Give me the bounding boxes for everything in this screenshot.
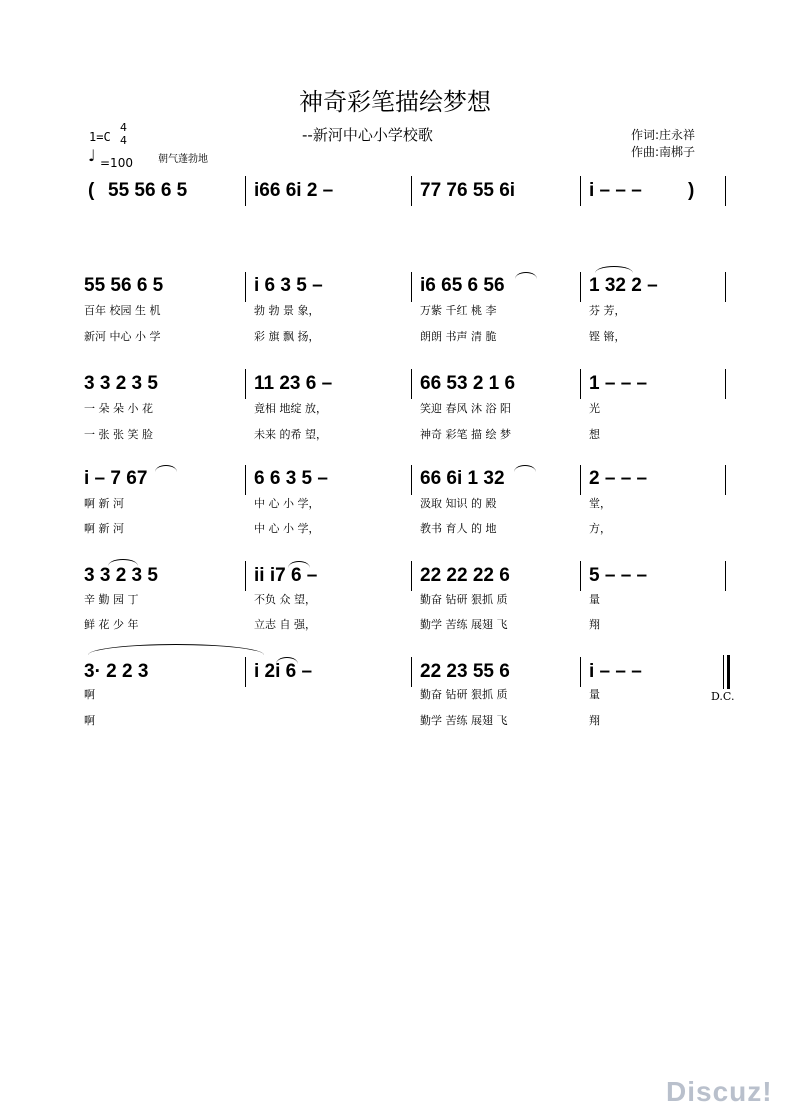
bar-line bbox=[245, 561, 246, 591]
bar-line bbox=[580, 176, 581, 206]
slur bbox=[514, 465, 536, 472]
bar-line bbox=[411, 272, 412, 302]
bar-line bbox=[411, 561, 412, 591]
lyric-verse2: 未来 的希 望， bbox=[254, 428, 327, 441]
da-capo-mark: D.C. bbox=[711, 690, 735, 703]
lyric-verse1: 啊 bbox=[84, 688, 95, 701]
slur bbox=[288, 561, 310, 568]
lyric-verse1: 万紫 千红 桃 李 bbox=[420, 304, 497, 317]
measure: i – – – bbox=[589, 661, 642, 682]
lyric-verse1: 啊 新 河 bbox=[84, 497, 124, 510]
measure: 6 6 3 5 – bbox=[254, 468, 328, 489]
intro-measure: i – – – bbox=[589, 180, 642, 201]
final-bar-line bbox=[723, 655, 724, 689]
lyric-verse1: 中 心 小 学， bbox=[254, 497, 320, 510]
lyric-verse2: 彩 旗 飘 扬， bbox=[254, 330, 320, 343]
measure: 22 23 55 6 bbox=[420, 661, 510, 682]
bar-line bbox=[580, 561, 581, 591]
lyric-verse1: 勤奋 钻研 狠抓 质 bbox=[420, 593, 508, 606]
watermark-logo: Discuz! bbox=[666, 1076, 773, 1107]
expression-mark: 朝气蓬勃地 bbox=[158, 154, 208, 165]
intro-measure: 77 76 55 6i bbox=[420, 180, 516, 201]
song-title: 神奇彩笔描绘梦想 bbox=[299, 88, 491, 116]
intro-open-paren: ( bbox=[88, 180, 95, 201]
lyric-verse2: 神奇 彩笔 描 绘 梦 bbox=[420, 428, 511, 441]
lyric-verse2: 勤学 苦练 展翅 飞 bbox=[420, 618, 508, 631]
time-signature bbox=[120, 121, 127, 147]
lyric-verse2: 啊 新 河 bbox=[84, 522, 124, 535]
slur bbox=[108, 559, 138, 566]
bar-line bbox=[580, 465, 581, 495]
lyric-verse1: 芬 芳， bbox=[589, 304, 626, 317]
lyric-verse1: 堂， bbox=[589, 497, 611, 510]
slur bbox=[515, 272, 537, 279]
measure: 55 56 6 5 bbox=[84, 275, 164, 296]
bar-line bbox=[411, 369, 412, 399]
lyric-verse2: 铿 锵， bbox=[589, 330, 626, 343]
bar-line bbox=[411, 657, 412, 687]
bar-line bbox=[725, 272, 726, 302]
lyric-verse2: 朗朗 书声 清 脆 bbox=[420, 330, 497, 343]
bar-line bbox=[725, 465, 726, 495]
intro-close-paren: ) bbox=[688, 180, 695, 201]
lyric-verse2: 方， bbox=[589, 522, 611, 535]
measure: 5 – – – bbox=[589, 565, 648, 586]
slur bbox=[276, 657, 298, 664]
bar-line bbox=[245, 465, 246, 495]
slur bbox=[595, 266, 633, 273]
measure: 66 6i 1 32 bbox=[420, 468, 505, 489]
measure: 1 – – – bbox=[589, 373, 648, 394]
lyric-verse2: 中 心 小 学， bbox=[254, 522, 320, 535]
bar-line bbox=[580, 657, 581, 687]
bar-line bbox=[245, 272, 246, 302]
key-signature: 1=C bbox=[89, 130, 111, 144]
slur bbox=[155, 465, 177, 472]
intro-measure: 55 56 6 5 bbox=[108, 180, 188, 201]
lyric-verse2: 翔 bbox=[589, 714, 600, 727]
lyric-verse1: 一 朵 朵 小 花 bbox=[84, 402, 153, 415]
bar-line bbox=[411, 465, 412, 495]
time-sig-top: 4 bbox=[120, 121, 127, 134]
bar-line bbox=[580, 369, 581, 399]
lyric-verse2: 鲜 花 少 年 bbox=[84, 618, 139, 631]
bar-line bbox=[245, 657, 246, 687]
lyric-verse2: 勤学 苦练 展翅 飞 bbox=[420, 714, 508, 727]
lyric-verse1: 量 bbox=[589, 593, 600, 606]
lyric-verse2: 立志 自 强， bbox=[254, 618, 316, 631]
bar-line bbox=[580, 272, 581, 302]
measure: 3· 2 2 3 bbox=[84, 661, 149, 682]
lyric-verse2: 想 bbox=[589, 428, 600, 441]
measure: 2 – – – bbox=[589, 468, 648, 489]
lyric-verse1: 笑迎 春风 沐 浴 阳 bbox=[420, 402, 511, 415]
lyric-verse2: 教书 育人 的 地 bbox=[420, 522, 497, 535]
song-subtitle: --新河中心小学校歌 bbox=[302, 126, 433, 144]
lyric-verse2: 啊 bbox=[84, 714, 95, 727]
lyric-verse1: 勤奋 钻研 狠抓 质 bbox=[420, 688, 508, 701]
lyric-verse1: 不负 众 望， bbox=[254, 593, 316, 606]
lyric-verse1: 光 bbox=[589, 402, 600, 415]
measure: i 2i 6 – bbox=[254, 661, 313, 682]
intro-measure: i66 6i 2 – bbox=[254, 180, 334, 201]
lyric-verse2: 一 张 张 笑 脸 bbox=[84, 428, 153, 441]
composer-credit: 作曲:南梆子 bbox=[631, 145, 696, 159]
lyric-verse1: 汲取 知识 的 殿 bbox=[420, 497, 497, 510]
bar-line bbox=[725, 561, 726, 591]
measure: i6 65 6 56 bbox=[420, 275, 505, 296]
measure: i – 7 67 bbox=[84, 468, 148, 489]
lyric-verse2: 翔 bbox=[589, 618, 600, 631]
bar-line bbox=[725, 176, 726, 206]
lyric-verse1: 勃 勃 景 象， bbox=[254, 304, 320, 317]
measure: 11 23 6 – bbox=[254, 373, 333, 394]
measure: 1 32 2 – bbox=[589, 275, 658, 296]
measure: 22 22 22 6 bbox=[420, 565, 510, 586]
slur bbox=[88, 644, 264, 655]
bar-line bbox=[245, 369, 246, 399]
measure: 66 53 2 1 6 bbox=[420, 373, 516, 394]
lyricist-credit: 作词:庄永祥 bbox=[631, 128, 696, 142]
bar-line bbox=[725, 369, 726, 399]
measure: ii i7 6 – bbox=[254, 565, 318, 586]
bar-line bbox=[245, 176, 246, 206]
lyric-verse1: 竟相 地绽 放， bbox=[254, 402, 327, 415]
final-bar-line bbox=[727, 655, 730, 689]
tempo-value: =100 bbox=[100, 156, 133, 170]
lyric-verse2: 新河 中心 小 学 bbox=[84, 330, 161, 343]
lyric-verse1: 百年 校园 生 机 bbox=[84, 304, 161, 317]
measure: 3 3 2 3 5 bbox=[84, 565, 158, 586]
quarter-note-icon: ♩ bbox=[88, 146, 96, 165]
bar-line bbox=[411, 176, 412, 206]
lyric-verse1: 量 bbox=[589, 688, 600, 701]
measure: 3 3 2 3 5 bbox=[84, 373, 158, 394]
time-sig-bottom: 4 bbox=[120, 134, 127, 147]
measure: i 6 3 5 – bbox=[254, 275, 323, 296]
lyric-verse1: 辛 勤 园 丁 bbox=[84, 593, 139, 606]
